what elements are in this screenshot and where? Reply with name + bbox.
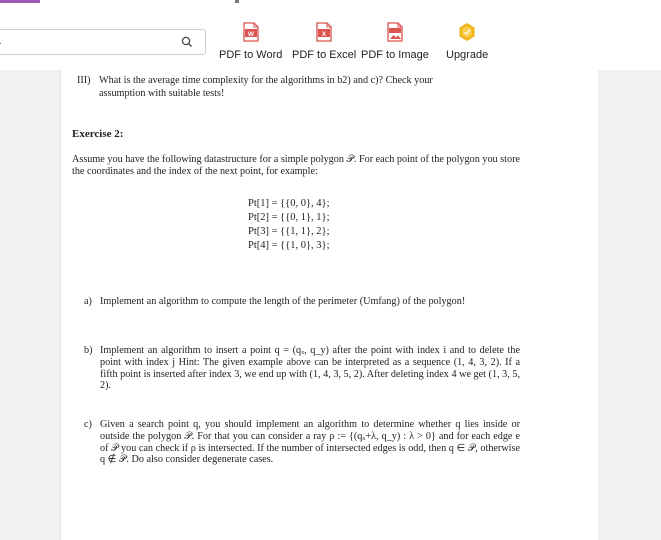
formula-line: Pt[2] = {{0, 1}, 1};: [248, 212, 330, 223]
task-b-marker: b): [84, 345, 93, 356]
pdf-to-word-button[interactable]: [219, 22, 282, 61]
upgrade-label: Upgrade: [446, 49, 489, 61]
task-a-text: Implement an algorithm to compute the length of the perimeter (Umfang) of the polygon!: [100, 296, 466, 307]
svg-text:X: X: [321, 30, 327, 38]
item-marker: III): [77, 75, 91, 86]
exercise-heading: Exercise 2:: [72, 128, 124, 140]
right-gutter: [598, 70, 661, 540]
pdf-to-excel-icon: [315, 22, 333, 42]
upgrade-button[interactable]: [446, 22, 488, 61]
divider-mark: [235, 0, 239, 3]
pdf-to-image-button[interactable]: [361, 22, 429, 61]
active-tab-indicator: [0, 0, 40, 3]
search-icon[interactable]: [180, 35, 194, 49]
formula-line: Pt[1] = {{0, 0}, 4};: [248, 198, 330, 209]
pdf-to-excel-button[interactable]: [292, 22, 356, 61]
task-b-text: Implement an algorithm to insert a point q = (qₓ, q_y) after the point with index i and to delete the point with index j Hint: The given example above can be interpreted as a sequence (1, 4, 3, 2). If a fifth point is inserted after index 3, we end up with (1, 4, 3, 5, 2). After deleting index 4 we get (1, 3, 5, 2).: [100, 345, 520, 392]
search-input[interactable]: [0, 29, 206, 55]
pdf-to-excel-label: PDF to Excel: [292, 49, 357, 61]
intro-paragraph: Assume you have the following datastructure for a simple polygon 𝒫. For each point of the polygon you store the coordinates and the index of the next point, for example:: [72, 154, 520, 177]
formula-line: Pt[4] = {{1, 0}, 3};: [248, 240, 330, 251]
task-a-marker: a): [84, 296, 92, 307]
task-c-text: Given a search point q, you should implement an algorithm to determine whether q lies inside or outside the polygon 𝒫. For that you can consider a ray ρ := {(qₓ+λ, q_y) : λ > 0} and for each edge e of 𝒫 you can check if ρ is intersected. If the number of intersected edges is odd, then q ∈ 𝒫, otherwise q ∉ 𝒫. Do also consider degenerate cases.: [100, 419, 520, 466]
pdf-to-word-label: PDF to Word: [219, 49, 283, 61]
item3-line2: assumption with suitable tests!: [99, 88, 225, 99]
item3-line1: What is the average time complexity for the algorithms in b2) and c)? Check your: [99, 75, 433, 86]
toolbar: [0, 0, 661, 70]
upgrade-gem-icon: [458, 22, 476, 42]
pdf-to-image-icon: [386, 22, 404, 42]
svg-text:W: W: [247, 30, 254, 38]
left-gutter: [0, 70, 60, 540]
formula-line: Pt[3] = {{1, 1}, 2};: [248, 226, 330, 237]
document-page[interactable]: [60, 70, 599, 540]
search-input-value: [0, 39, 2, 45]
task-c-marker: c): [84, 419, 92, 430]
pdf-to-image-label: PDF to Image: [361, 49, 429, 61]
pdf-to-word-icon: [242, 22, 260, 42]
